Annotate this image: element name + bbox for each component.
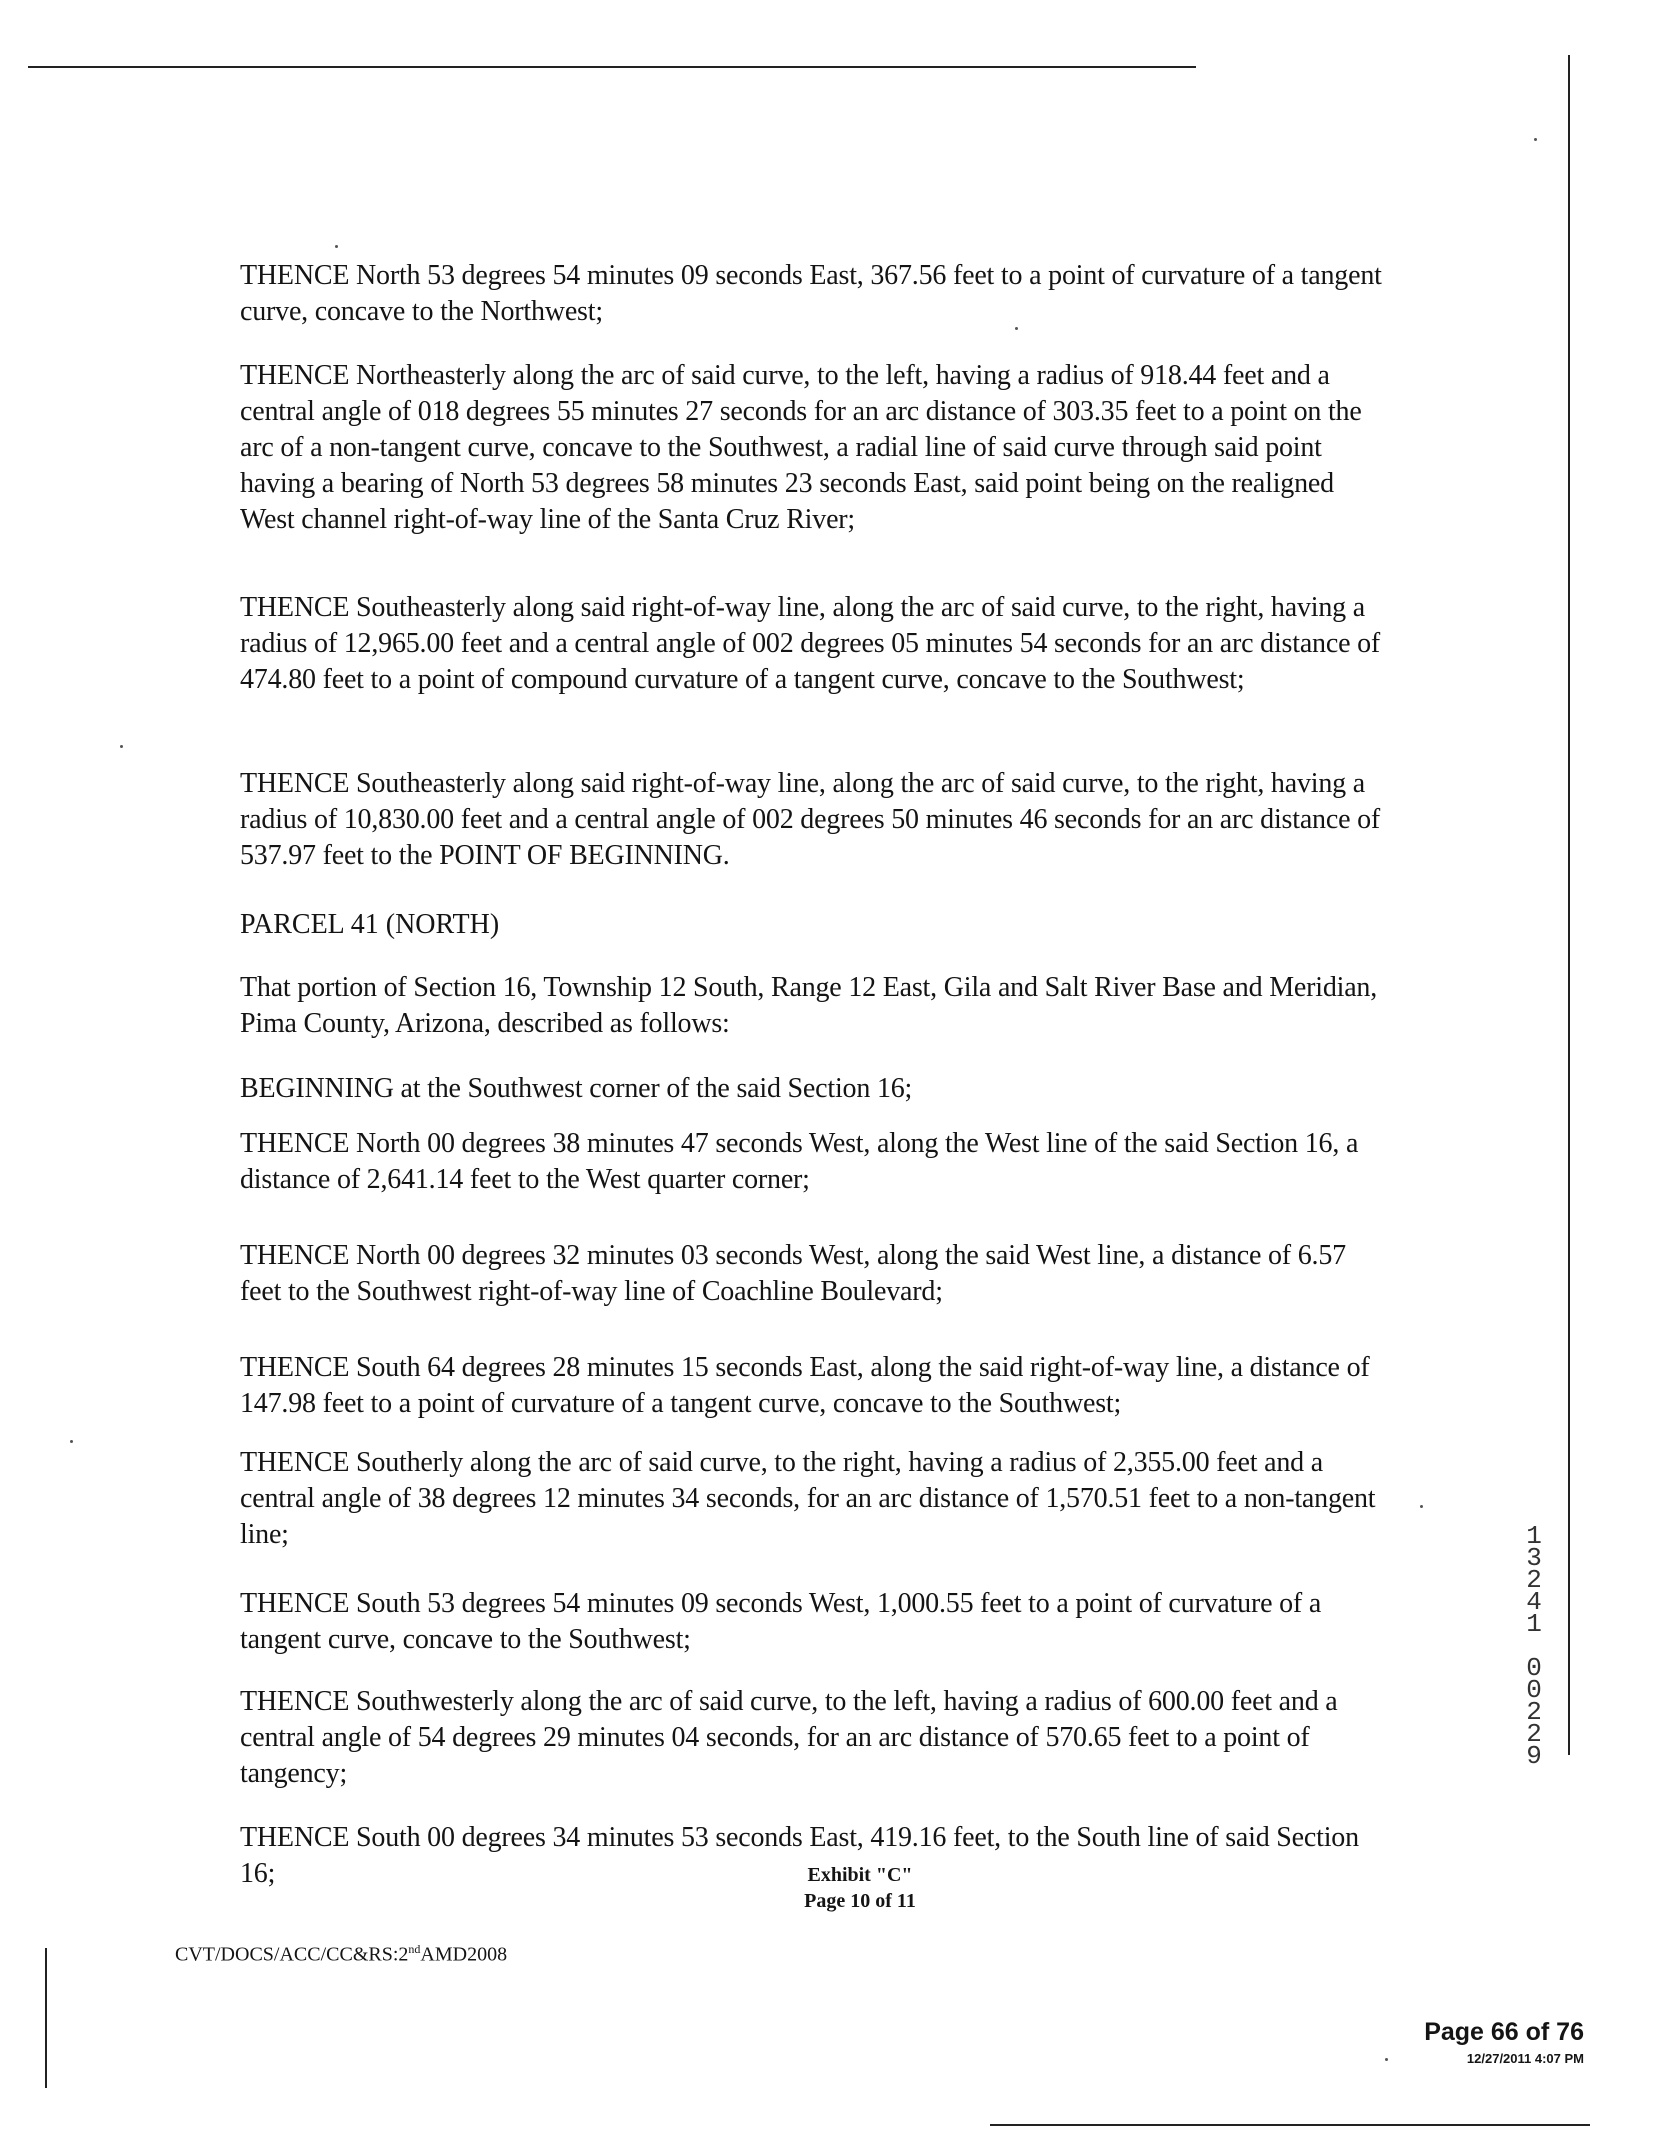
recorder-digit: 2 bbox=[1526, 1719, 1542, 1749]
scan-speck bbox=[1534, 138, 1537, 141]
paragraph-12: THENCE Southwesterly along the arc of said curve, to the left, having a radius of 600.00 feet and a central angle of 54 degrees 29 minutes 04 seconds, for an arc distance of 570.65 feet to a point of tangency; bbox=[240, 1686, 1338, 1789]
right-rule bbox=[1568, 55, 1570, 1755]
timestamp: 12/27/2011 4:07 PM bbox=[1466, 2051, 1584, 2066]
paragraph-1: THENCE North 53 degrees 54 minutes 09 seconds East, 367.56 feet to a point of curvature of a tangent curve, concave to the Northwest; bbox=[240, 260, 1382, 327]
recorder-number bbox=[1522, 1521, 1546, 1771]
recorder-digit: 1 bbox=[1526, 1521, 1542, 1551]
exhibit-label: Exhibit "C" bbox=[807, 1864, 913, 1886]
recorder-digit: 4 bbox=[1526, 1587, 1542, 1617]
recorder-digit: 0 bbox=[1526, 1653, 1542, 1683]
paragraph-13: THENCE South 00 degrees 34 minutes 53 seconds East, 419.16 feet, to the South line of said Section 16; bbox=[240, 1822, 1359, 1889]
scan-speck bbox=[1420, 1505, 1423, 1508]
exhibit-page-number: Page 10 of 11 bbox=[804, 1890, 916, 1912]
paragraph-11: THENCE South 53 degrees 54 minutes 09 seconds West, 1,000.55 feet to a point of curvature of a tangent curve, concave to the Southwest; bbox=[240, 1588, 1322, 1655]
paragraph-8: THENCE North 00 degrees 32 minutes 03 seconds West, along the said West line, a distance of 6.57 feet to the Southwest right-of-way line of Coachline Boulevard; bbox=[240, 1240, 1346, 1307]
recorder-digit: 2 bbox=[1526, 1697, 1542, 1727]
paragraph-10: THENCE Southerly along the arc of said curve, to the right, having a radius of 2,355.00 feet and a central angle of 38 degrees 12 minutes 34 seconds, for an arc distance of 1,570.51 feet to a non-tangent line; bbox=[240, 1447, 1376, 1550]
page-stamp bbox=[1424, 2018, 1584, 2066]
paragraph-7: THENCE North 00 degrees 38 minutes 47 seconds West, along the West line of the said Section 16, a distance of 2,641.14 feet to the West quarter corner; bbox=[240, 1128, 1359, 1195]
top-rule bbox=[28, 66, 1196, 68]
recorder-digit: 9 bbox=[1526, 1741, 1542, 1771]
paragraph-9: THENCE South 64 degrees 28 minutes 15 seconds East, along the said right-of-way line, a distance of 147.98 feet to a point of curvature of a tangent curve, concave to the Southwest; bbox=[240, 1352, 1370, 1419]
paragraph-2: THENCE Northeasterly along the arc of said curve, to the left, having a radius of 918.44 feet and a central angle of 018 degrees 55 minutes 27 seconds for an arc distance of 303.35 feet to a point on the arc of a non-tangent curve, concave to the Southwest, a radial line of said curve through said point having a bearing of North 53 degrees 58 minutes 23 seconds East, said point being on the realigned West channel right-of-way line of the Santa Cruz River; bbox=[240, 360, 1362, 535]
scan-speck bbox=[120, 745, 123, 748]
document-code bbox=[175, 1942, 507, 1967]
paragraph-5: That portion of Section 16, Township 12 South, Range 12 East, Gila and Salt River Base and Meridian, Pima County, Arizona, described as follows: bbox=[240, 972, 1378, 1039]
paragraph-3: THENCE Southeasterly along said right-of-way line, along the arc of said curve, to the right, having a radius of 12,965.00 feet and a central angle of 002 degrees 05 minutes 54 seconds for an arc distance of 474.80 feet to a point of compound curvature of a tangent curve, concave to the Southwest; bbox=[240, 592, 1381, 695]
paragraph-4: THENCE Southeasterly along said right-of-way line, along the arc of said curve, to the right, having a radius of 10,830.00 feet and a central angle of 002 degrees 50 minutes 46 seconds for an arc distance of 537.97 feet to the POINT OF BEGINNING. bbox=[240, 768, 1381, 871]
paragraph-6: BEGINNING at the Southwest corner of the said Section 16; bbox=[240, 1073, 913, 1104]
exhibit-footer bbox=[780, 1862, 940, 1914]
recorder-digit: 2 bbox=[1526, 1565, 1542, 1595]
page-label: Page 66 of 76 bbox=[1424, 2018, 1584, 2046]
document-code-main: CVT/DOCS/ACC/CC&RS:2 bbox=[175, 1943, 409, 1966]
scan-speck bbox=[335, 245, 338, 248]
recorder-digit: 3 bbox=[1526, 1543, 1542, 1573]
parcel-heading: PARCEL 41 (NORTH) bbox=[240, 909, 500, 940]
recorder-digit: 0 bbox=[1526, 1675, 1542, 1705]
scan-speck bbox=[70, 1440, 73, 1443]
recorder-digit: 1 bbox=[1526, 1609, 1542, 1639]
document-code-tail: AMD2008 bbox=[420, 1943, 508, 1966]
bottom-rule bbox=[990, 2124, 1590, 2126]
scan-speck bbox=[1385, 2058, 1388, 2061]
left-edge-rule bbox=[45, 1948, 47, 2088]
document-code-superscript: nd bbox=[408, 1942, 421, 1956]
